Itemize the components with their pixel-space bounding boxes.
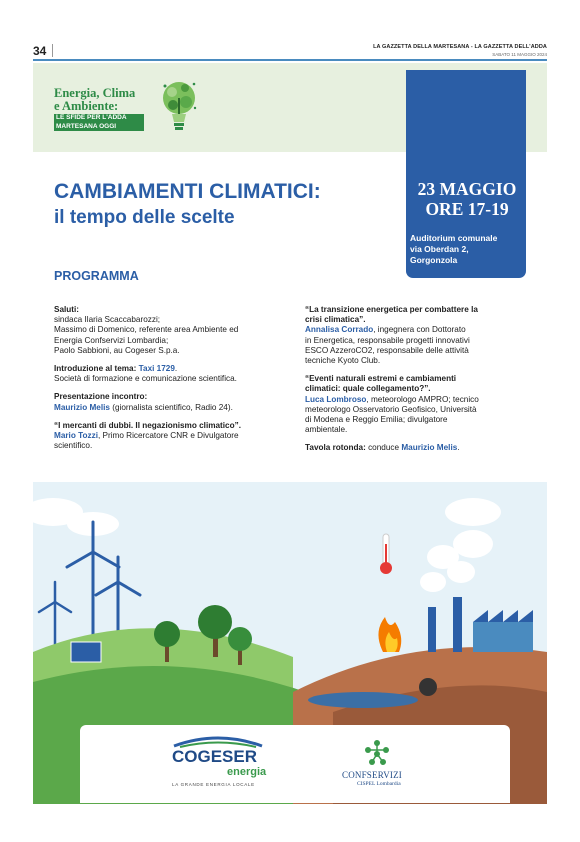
talk3-desc: , meteorologo AMPRO; tecnico bbox=[366, 394, 479, 404]
talk3-desc: meteorologo Osservatorio Geofisico, Università bbox=[305, 404, 477, 414]
talk3-block bbox=[305, 374, 530, 435]
tavola-end: . bbox=[457, 443, 460, 453]
sponsor-panel bbox=[80, 725, 510, 803]
series-title-line2: e Ambiente: bbox=[54, 99, 119, 113]
drain-pipe-icon bbox=[419, 678, 437, 696]
program-right-column bbox=[305, 305, 530, 462]
series-title-line1: Energia, Clima bbox=[54, 86, 136, 100]
talk2-desc: ESCO AzzeroCO2, responsabile delle attività bbox=[305, 345, 469, 355]
talk3-desc: ambientale. bbox=[305, 425, 348, 435]
talk2-desc: in Energetica, responsabile progetti innovativi bbox=[305, 335, 470, 345]
tavola-moderator: Maurizio Melis bbox=[401, 443, 458, 453]
talk2-title-2: crisi climatica”. bbox=[305, 315, 366, 325]
cloud bbox=[445, 498, 501, 526]
program-left-column bbox=[54, 305, 294, 459]
presentazione-speaker: Maurizio Melis bbox=[54, 402, 110, 412]
tavola-block bbox=[305, 443, 530, 453]
presentazione-desc: (giornalista scientifico, Radio 24). bbox=[112, 402, 233, 412]
newspaper-name: LA GAZZETTA DELLA MARTESANA - LA GAZZETTA DELL'ADDA bbox=[373, 44, 547, 50]
talk1-block bbox=[54, 421, 294, 452]
talk1-speaker: Mario Tozzi bbox=[54, 431, 98, 441]
talk1-desc: , Primo Ricercatore CNR e Divulgatore bbox=[97, 431, 239, 441]
intro-block: Introduzione al tema: Taxi 1729. Società di formazione e comunicazione scientifica. bbox=[54, 364, 237, 384]
smoke-cloud bbox=[453, 530, 493, 558]
talk3-speaker: Luca Lombroso bbox=[305, 394, 367, 404]
header-divider bbox=[52, 44, 53, 57]
confservizi-name: CONFSERVIZI bbox=[342, 770, 402, 780]
tavola-text: conduce bbox=[365, 443, 402, 453]
saluti-line: Paolo Sabbioni, au Cogeser S.p.a. bbox=[54, 345, 180, 355]
talk3-title: “Eventi naturali estremi e cambiamenti bbox=[305, 374, 457, 384]
cogeser-tagline: LA GRANDE ENERGIA LOCALE bbox=[172, 782, 255, 787]
header-rule bbox=[33, 59, 547, 61]
saluti-line: Energia Confservizi Lombardia; bbox=[54, 335, 169, 345]
confservizi-logo-icon bbox=[362, 738, 392, 768]
venue-line3: Gorgonzola bbox=[410, 255, 458, 265]
series-subtitle-line1: LE SFIDE PER L'ADDA bbox=[56, 114, 127, 121]
talk1-desc-2: scientifico. bbox=[54, 441, 93, 451]
polluted-water bbox=[308, 692, 418, 708]
talk1-title: “I mercanti di dubbi. Il negazionismo climatico”. bbox=[54, 420, 241, 430]
smoke-cloud bbox=[447, 561, 475, 583]
headline: CAMBIAMENTI CLIMATICI: bbox=[54, 180, 321, 203]
talk2-speaker: Annalisa Corrado bbox=[305, 325, 374, 335]
presentazione-label: Presentazione incontro: bbox=[54, 392, 148, 402]
intro-speaker: Taxi 1729 bbox=[138, 364, 175, 374]
saluti-label: Saluti: bbox=[54, 305, 80, 314]
saluti-line: Massimo di Domenico, referente area Ambiente ed bbox=[54, 325, 239, 335]
intro-desc: Società di formazione e comunicazione scientifica. bbox=[54, 374, 237, 384]
talk3-desc: di Modena e Reggio Emilia; divulgatore bbox=[305, 415, 448, 425]
talk3-title-2: climatici: quale collegamento?”. bbox=[305, 384, 431, 394]
smoke-cloud bbox=[420, 572, 446, 592]
series-subtitle bbox=[54, 114, 144, 131]
saluti-block bbox=[54, 305, 294, 356]
event-time: ORE 17-19 bbox=[425, 199, 509, 219]
series-subtitle-line2: MARTESANA OGGI bbox=[56, 122, 117, 130]
series-title bbox=[54, 87, 164, 113]
intro-label: Introduzione al tema: bbox=[54, 364, 137, 374]
talk2-block bbox=[305, 305, 530, 366]
page-number: 34 bbox=[33, 44, 47, 58]
event-date: 23 MAGGIO bbox=[417, 179, 517, 199]
presentazione-block bbox=[54, 392, 294, 412]
cogeser-name: COGESER bbox=[172, 747, 258, 766]
programma-heading: PROGRAMMA bbox=[54, 269, 139, 283]
event-venue bbox=[410, 233, 522, 266]
talk2-desc: tecniche Kyoto Club. bbox=[305, 356, 381, 366]
venue-line2: via Oberdan 2, bbox=[410, 244, 469, 254]
solar-panel-icon bbox=[71, 642, 101, 662]
saluti-line: sindaca Ilaria Scaccabarozzi; bbox=[54, 315, 161, 325]
tavola-label: Tavola rotonda: bbox=[305, 443, 366, 453]
confservizi-subtitle: CISPEL Lombardia bbox=[357, 781, 401, 787]
headline-subtitle: il tempo delle scelte bbox=[54, 207, 235, 228]
venue-line1: Auditorium comunale bbox=[410, 233, 498, 243]
issue-date: SABATO 11 MAGGIO 2024 bbox=[492, 52, 547, 57]
talk2-title: “La transizione energetica per combattere la bbox=[305, 305, 478, 314]
eco-lightbulb-icon bbox=[160, 78, 198, 140]
cogeser-subtitle: energia bbox=[227, 766, 267, 778]
talk2-desc: , ingegnera con Dottorato bbox=[373, 325, 466, 335]
